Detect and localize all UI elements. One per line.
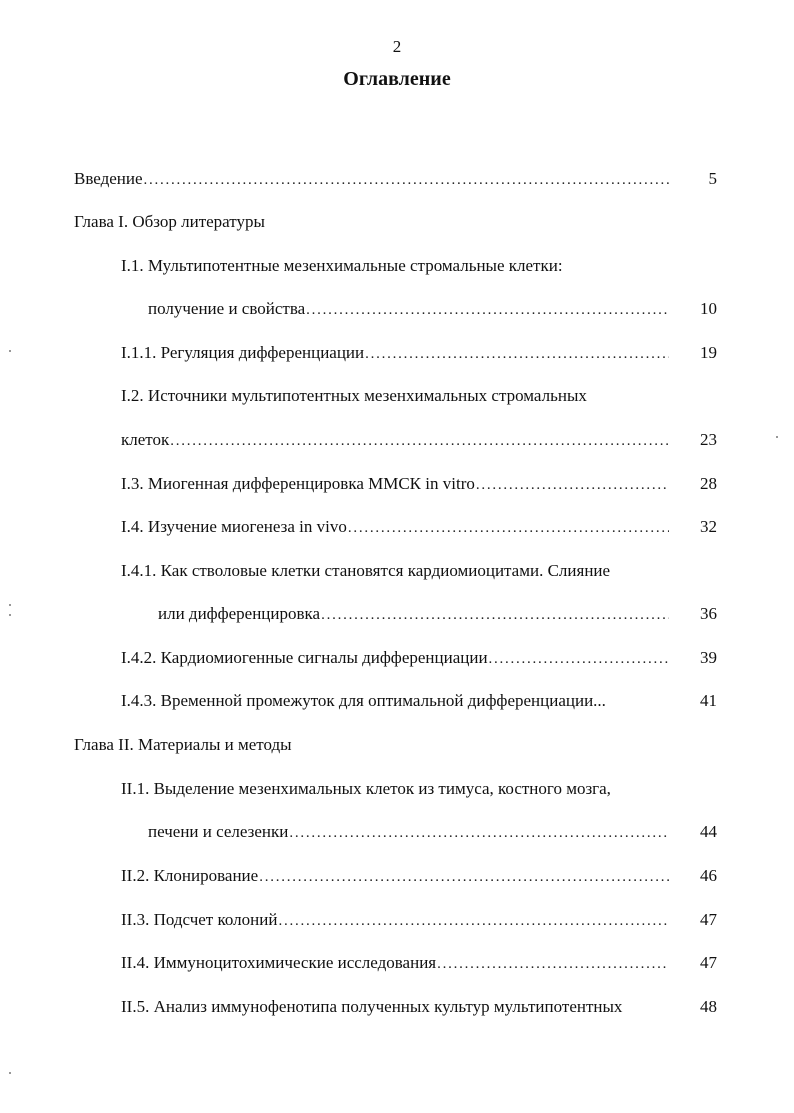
toc-entry-page: 44	[700, 822, 717, 841]
toc-entry-page: 23	[700, 430, 717, 449]
scan-speck	[776, 436, 778, 438]
toc-entry	[148, 822, 717, 846]
toc-chapter-heading	[74, 212, 717, 236]
toc-entry-label: I.3. Миогенная дифференцировка ММСК in vitro	[121, 474, 475, 493]
dot-leader	[321, 607, 669, 624]
toc-entry-page: 41	[700, 691, 717, 710]
toc-entry-label: II.3. Подсчет колоний	[121, 910, 278, 929]
toc-entry-label: I.1.1. Регуляция дифференциации	[121, 343, 365, 362]
dot-leader	[365, 346, 669, 363]
toc-entry-label: или дифференцировка	[158, 604, 321, 623]
toc-entry-label: получение и свойства	[148, 299, 306, 318]
toc-entry-label: I.4.2. Кардиомиогенные сигналы дифференциации	[121, 648, 488, 667]
toc-entry-label: II.4. Иммуноцитохимические исследования	[121, 953, 437, 972]
page-number: 2	[392, 37, 402, 56]
toc-entry-page: 48	[700, 997, 717, 1016]
toc-entry	[121, 430, 717, 454]
toc-entry	[121, 910, 717, 934]
toc-entry-page: 10	[700, 299, 717, 318]
toc-entry-page: 39	[700, 648, 717, 667]
dot-leader	[476, 477, 669, 494]
page-title: Оглавление	[343, 68, 451, 90]
toc-entry	[121, 866, 717, 890]
toc-entry-page: 28	[700, 474, 717, 493]
scan-speck	[9, 614, 11, 616]
toc-entry	[74, 169, 717, 193]
toc-entry	[121, 779, 717, 803]
toc-chapter-heading	[74, 735, 717, 759]
dot-leader	[306, 302, 669, 319]
dot-leader	[278, 913, 669, 930]
toc-entry-label: клеток	[121, 430, 170, 449]
toc-entry	[121, 997, 717, 1021]
dot-leader	[144, 172, 669, 189]
toc-entry-label: I.2. Источники мультипотентных мезенхимальных стромальных	[121, 386, 587, 405]
toc-entry-label: I.1. Мультипотентные мезенхимальные стромальные клетки:	[121, 256, 563, 275]
toc-entry-label: I.4.1. Как стволовые клетки становятся кардиомиоцитами. Слияние	[121, 561, 611, 580]
toc-entry-label: I.4. Изучение миогенеза in vivo	[121, 517, 347, 536]
toc-entry-page: 47	[700, 910, 717, 929]
toc-entry	[121, 561, 717, 585]
toc-entry-label: II.1. Выделение мезенхимальных клеток из тимуса, костного мозга,	[121, 779, 611, 798]
dot-leader	[259, 869, 669, 886]
toc-entry-label: II.2. Клонирование	[121, 866, 259, 885]
toc-entry-page: 46	[700, 866, 717, 885]
toc-entry-page: 47	[700, 953, 717, 972]
dot-leader	[170, 433, 669, 450]
toc-entry-page: 36	[700, 604, 717, 623]
toc-entry-label: II.5. Анализ иммунофенотипа полученных культур мультипотентных	[121, 997, 623, 1016]
toc-entry-page: 19	[700, 343, 717, 362]
dot-leader	[289, 825, 669, 842]
scan-speck	[9, 604, 11, 606]
toc-entry	[148, 299, 717, 323]
dot-leader	[437, 956, 669, 973]
toc-entry	[121, 691, 717, 715]
toc-entry-label: Введение	[74, 169, 143, 188]
toc-entry	[121, 953, 717, 977]
toc-entry	[121, 648, 717, 672]
toc-entry-page: 32	[700, 517, 717, 536]
toc-entry	[121, 517, 717, 541]
scan-speck	[9, 350, 11, 352]
toc-entry	[121, 474, 717, 498]
toc-entry-label: I.4.3. Временной промежуток для оптимальной дифференциации...	[121, 691, 606, 710]
toc-entry	[121, 343, 717, 367]
toc-entry	[158, 604, 717, 628]
dot-leader	[348, 520, 669, 537]
scan-speck	[9, 1072, 11, 1074]
toc-entry	[121, 386, 717, 410]
toc-entry-label: Глава I. Обзор литературы	[74, 212, 265, 231]
toc-entry	[121, 256, 717, 280]
toc-entry-label: Глава II. Материалы и методы	[74, 735, 292, 754]
toc-entry-page: 5	[708, 169, 717, 188]
toc-entry-label: печени и селезенки	[148, 822, 289, 841]
dot-leader	[489, 651, 669, 668]
